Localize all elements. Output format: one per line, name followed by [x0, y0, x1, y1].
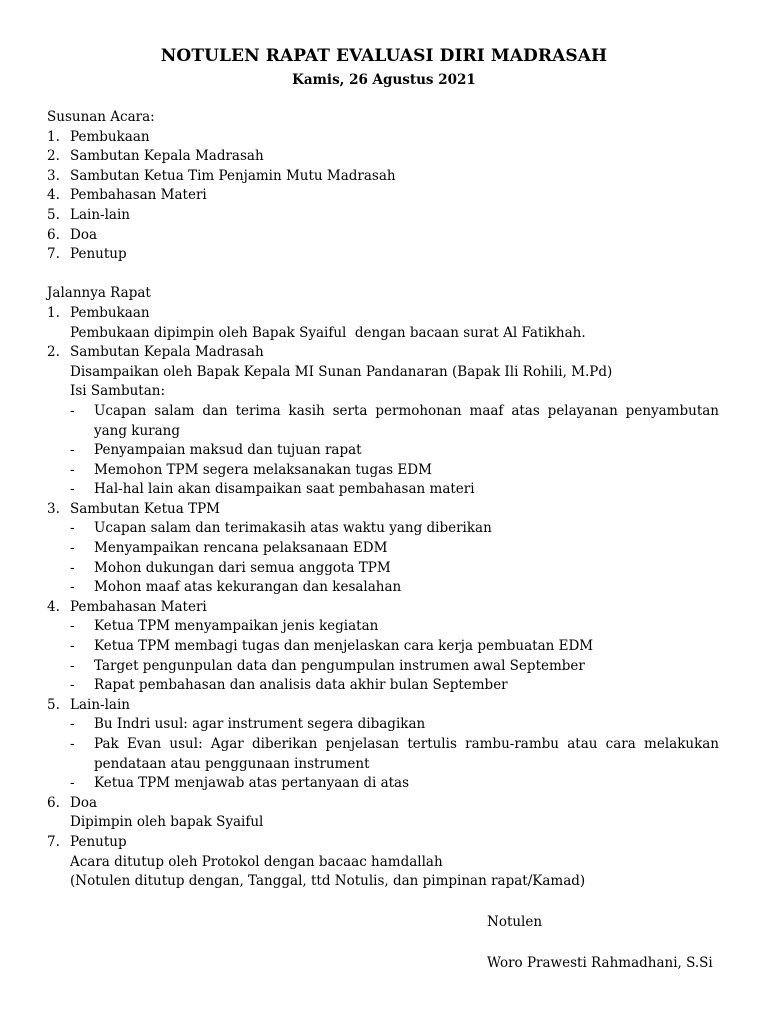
agenda-item: [47, 245, 719, 265]
bullet-item: [47, 539, 719, 559]
section-header: [47, 794, 719, 814]
bullet-dash: -: [70, 442, 75, 459]
signatory-name: Woro Prawesti Rahmadhani, S.Si: [487, 955, 713, 971]
item-text: Doa: [70, 226, 97, 243]
bullet-item: [47, 480, 719, 500]
document-title: NOTULEN RAPAT EVALUASI DIRI MADRASAH: [160, 46, 608, 66]
item-number: 2.: [47, 148, 60, 165]
item-number: 3.: [47, 167, 60, 184]
item-text: Pembukaan: [70, 128, 150, 145]
bullet-item: [47, 461, 719, 481]
bullet-item: [47, 676, 719, 696]
item-text: Penutup: [70, 246, 127, 263]
bullet-text: Ucapan salam dan terimakasih atas waktu yang diberikan: [94, 520, 492, 537]
section-header: [47, 500, 719, 520]
section-note: (Notulen ditutup dengan, Tanggal, ttd Notulis, dan pimpinan rapat/Kamad): [70, 873, 586, 890]
bullet-dash: -: [70, 520, 75, 537]
bullet-text: Rapat pembahasan dan analisis data akhir bulan September: [94, 677, 508, 694]
proceedings-heading: Jalannya Rapat: [47, 285, 151, 302]
bullet-text: Menyampaikan rencana pelaksanaan EDM: [94, 540, 388, 557]
bullet-dash: -: [70, 657, 75, 674]
bullet-dash: -: [70, 461, 75, 478]
section-number: 6.: [47, 794, 60, 811]
bullet-dash: -: [70, 481, 75, 498]
blank-line: [47, 265, 719, 285]
bullet-item: [47, 637, 719, 657]
bullet-dash: -: [70, 638, 75, 655]
section-number: 2.: [47, 344, 60, 361]
bullet-dash: -: [70, 559, 75, 576]
bullet-dash: -: [70, 716, 75, 733]
bullet-text: Bu Indri usul: agar instrument segera dibagikan: [94, 716, 426, 733]
bullet-dash: -: [70, 736, 75, 752]
bullet-dash: -: [70, 775, 75, 792]
section-description: Dipimpin oleh bapak Syaiful: [70, 814, 264, 831]
section-number: 7.: [47, 833, 60, 850]
bullet-dash: -: [70, 677, 75, 694]
section-title: Doa: [70, 794, 97, 811]
agenda-item: [47, 128, 719, 148]
item-number: 6.: [47, 226, 60, 243]
bullet-text: Hal-hal lain akan disampaikan saat pembahasan materi: [94, 481, 475, 498]
section-description: Disampaikan oleh Bapak Kepala MI Sunan Pandanaran (Bapak Ili Rohili, M.Pd): [70, 363, 613, 380]
bullet-item: [47, 441, 719, 461]
bullet-item: [47, 402, 719, 441]
agenda-item: [47, 167, 719, 187]
agenda-item: [47, 206, 719, 226]
section-title: Pembukaan: [70, 304, 150, 321]
section-header: [47, 598, 719, 618]
item-number: 7.: [47, 246, 60, 263]
bullet-text: Ucapan salam dan terima kasih serta permohonan maaf atas pelayanan penyambutan yang kurang: [94, 402, 719, 439]
bullet-dash: -: [70, 402, 75, 419]
item-text: Lain-lain: [70, 206, 130, 223]
section-number: 3.: [47, 500, 60, 517]
section-header: [47, 343, 719, 363]
bullet-text: Penyampaian maksud dan tujuan rapat: [94, 442, 362, 459]
item-text: Pembahasan Materi: [70, 187, 207, 204]
bullet-dash: -: [70, 579, 75, 596]
section-number: 1.: [47, 304, 60, 321]
bullet-dash: -: [70, 618, 75, 635]
bullet-text: Memohon TPM segera melaksanakan tugas EDM: [94, 461, 432, 478]
meeting-date: Kamis, 26 Agustus 2021: [292, 72, 476, 88]
bullet-dash: -: [70, 540, 75, 557]
item-number: 4.: [47, 187, 60, 204]
section-title: Lain-lain: [70, 696, 130, 713]
agenda-heading: Susunan Acara:: [47, 109, 155, 125]
bullet-item: [47, 657, 719, 677]
section-description: Acara ditutup oleh Protokol dengan bacaac hamdallah: [70, 853, 443, 870]
section-header: [47, 833, 719, 853]
section-description: Pembukaan dipimpin oleh Bapak Syaiful dengan bacaan surat Al Fatikhah.: [70, 324, 586, 341]
document-body: [47, 108, 719, 892]
bullet-text: Target pengunpulan data dan pengumpulan instrumen awal September: [94, 657, 585, 674]
signature-label: Notulen: [487, 914, 543, 930]
bullet-text: Ketua TPM menjawab atas pertanyaan di atas: [94, 775, 410, 792]
section-header: [47, 304, 719, 324]
bullet-item: [47, 578, 719, 598]
section-header: [47, 696, 719, 716]
section-title: Sambutan Ketua TPM: [70, 500, 220, 517]
section-number: 4.: [47, 598, 60, 615]
bullet-text: Mohon dukungan dari semua anggota TPM: [94, 559, 391, 576]
item-text: Sambutan Kepala Madrasah: [70, 148, 264, 165]
item-number: 1.: [47, 128, 60, 145]
section-title: Pembahasan Materi: [70, 598, 207, 615]
bullet-text: Pak Evan usul: Agar diberikan penjelasan tertulis rambu-rambu atau cara melakukan pendataan atau penggunaan instrument: [94, 736, 719, 772]
section-title: Sambutan Kepala Madrasah: [70, 344, 264, 361]
bullet-text: Mohon maaf atas kekurangan dan kesalahan: [94, 579, 402, 596]
section-title: Penutup: [70, 833, 127, 850]
item-number: 5.: [47, 206, 60, 223]
bullet-item: [47, 519, 719, 539]
agenda-item: [47, 226, 719, 246]
bullet-item: [47, 559, 719, 579]
bullet-item: [47, 715, 719, 735]
bullet-item: [47, 617, 719, 637]
bullet-text: Ketua TPM membagi tugas dan menjelaskan cara kerja pembuatan EDM: [94, 638, 594, 655]
item-text: Sambutan Ketua Tim Penjamin Mutu Madrasah: [70, 167, 396, 184]
section-number: 5.: [47, 696, 60, 713]
section-subheading: Isi Sambutan:: [70, 383, 166, 400]
bullet-text: Ketua TPM menyampaikan jenis kegiatan: [94, 618, 379, 635]
agenda-item: [47, 186, 719, 206]
bullet-item: [47, 774, 719, 794]
bullet-item: [47, 735, 719, 774]
agenda-item: [47, 147, 719, 167]
